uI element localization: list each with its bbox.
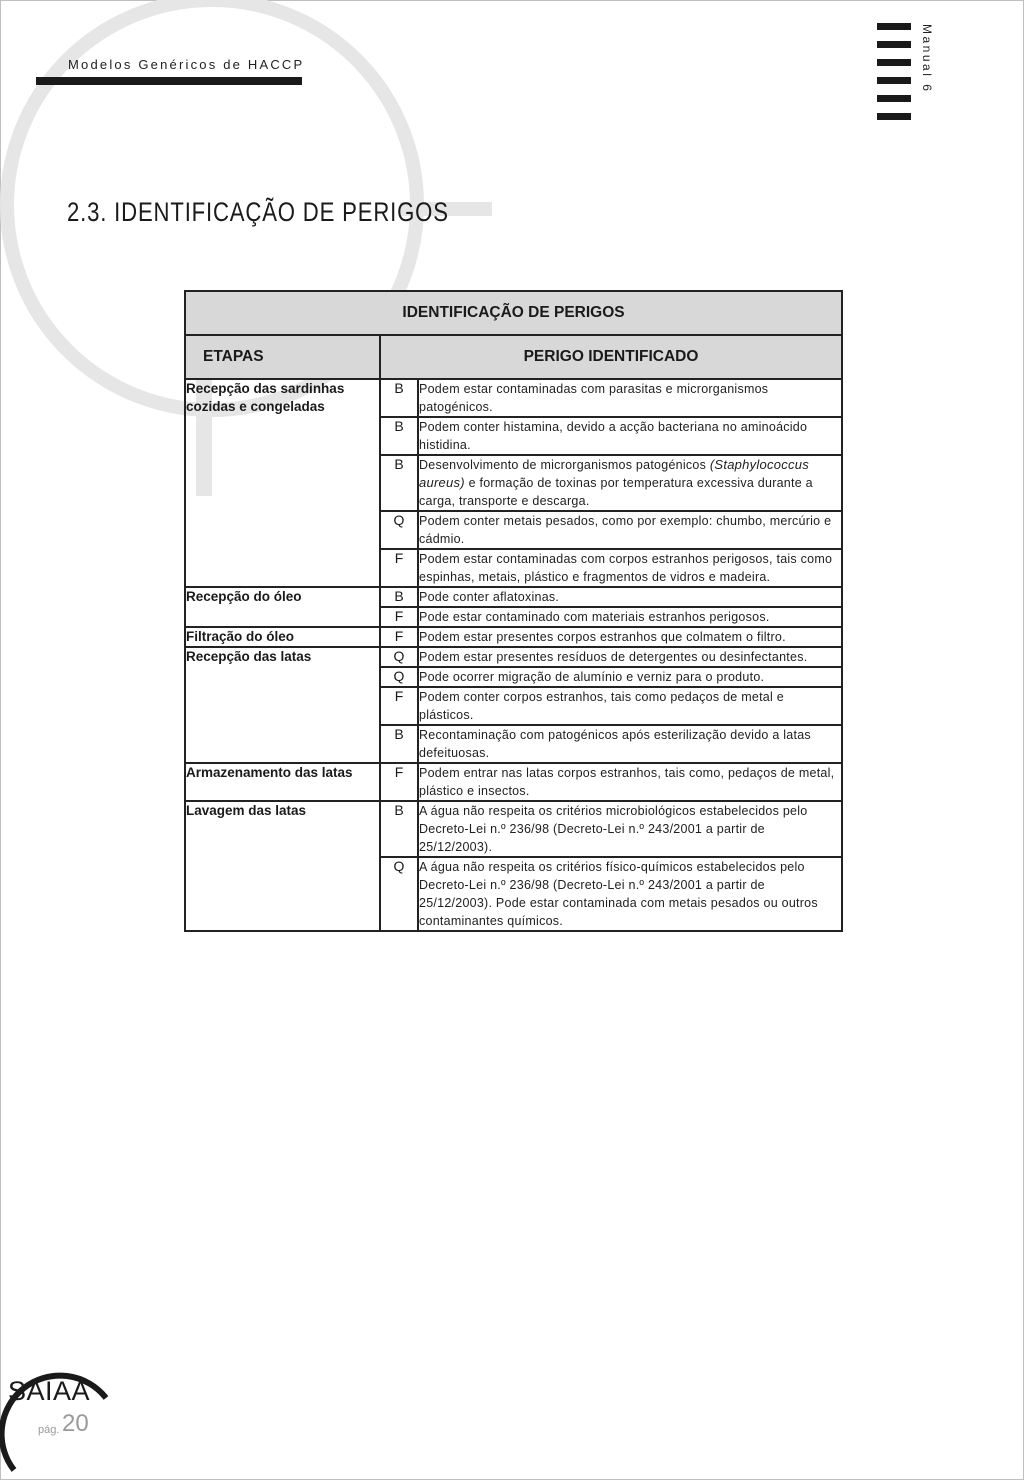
hazard-text-part: Desenvolvimento de microrganismos patogénicos — [419, 458, 707, 472]
saiaa-logo: SAIAA — [8, 1376, 91, 1406]
stage-cell: Lavagem das latas — [185, 801, 380, 931]
hazard-description: Pode ocorrer migração de alumínio e verniz para o produto. — [418, 667, 842, 687]
hazard-description: Recontaminação com patogénicos após esterilização devido a latas defeituosas. — [418, 725, 842, 763]
table-row — [185, 801, 842, 857]
hazard-type-code: B — [380, 455, 418, 511]
stage-cell: Armazenamento das latas — [185, 763, 380, 801]
hazard-type-code: F — [380, 607, 418, 627]
running-header: Modelos Genéricos de HACCP — [68, 57, 305, 72]
stage-cell: Recepção do óleo — [185, 587, 380, 627]
hazard-description: Podem estar presentes resíduos de detergentes ou desinfectantes. — [418, 647, 842, 667]
table-title: IDENTIFICAÇÃO DE PERIGOS — [185, 291, 842, 335]
hazard-description: Podem estar contaminadas com corpos estranhos perigosos, tais como espinhas, metais, plástico e fragmentos de vidros e madeira. — [418, 549, 842, 587]
header-rule — [36, 77, 302, 85]
table-row — [185, 627, 842, 647]
hazard-table — [184, 290, 843, 932]
hazard-type-code: Q — [380, 667, 418, 687]
hazard-type-code: F — [380, 627, 418, 647]
hazard-type-code: F — [380, 763, 418, 801]
hazard-description: Podem entrar nas latas corpos estranhos, tais como, pedaços de metal, plástico e insectos. — [418, 763, 842, 801]
hazard-type-code: Q — [380, 511, 418, 549]
hazard-description: A água não respeita os critérios físico-químicos estabelecidos pelo Decreto-Lei n.º 236/98 (Decreto-Lei n.º 243/2001 a partir de 25/12/2003). Pode estar contaminada com metais pesados ou outros contaminantes químicos. — [418, 857, 842, 931]
column-header-stages: ETAPAS — [185, 335, 380, 379]
table-row — [185, 647, 842, 667]
section-title: 2.3. IDENTIFICAÇÃO DE PERIGOS — [67, 197, 449, 227]
table-row — [185, 379, 842, 417]
hazard-description: Podem conter corpos estranhos, tais como pedaços de metal e plásticos. — [418, 687, 842, 725]
page-label: pág. — [38, 1424, 60, 1436]
hazard-type-code: Q — [380, 647, 418, 667]
stage-cell: Recepção das latas — [185, 647, 380, 763]
manual-bars-icon — [877, 23, 911, 131]
hazard-type-code: B — [380, 379, 418, 417]
hazard-description: Podem conter metais pesados, como por exemplo: chumbo, mercúrio e cádmio. — [418, 511, 842, 549]
column-header-hazard: PERIGO IDENTIFICADO — [380, 335, 842, 379]
hazard-description: Pode estar contaminado com materiais estranhos perigosos. — [418, 607, 842, 627]
hazard-type-code: B — [380, 801, 418, 857]
hazard-type-code: F — [380, 687, 418, 725]
hazard-type-code: F — [380, 549, 418, 587]
hazard-description: Pode conter aflatoxinas. — [418, 587, 842, 607]
hazard-description: Podem conter histamina, devido a acção bacteriana no aminoácido histidina. — [418, 417, 842, 455]
table-row — [185, 587, 842, 607]
hazard-text-part: e formação de toxinas por temperatura excessiva durante a carga, transporte e descarga. — [419, 476, 813, 508]
hazard-type-code: Q — [380, 857, 418, 931]
organism-name: (Staphylococcus aureus) — [419, 457, 809, 490]
table-body — [185, 379, 842, 931]
hazard-description: Podem estar presentes corpos estranhos que colmatem o filtro. — [418, 627, 842, 647]
table-row — [185, 763, 842, 801]
stage-cell: Recepção das sardinhas cozidas e congeladas — [185, 379, 380, 587]
hazard-type-code: B — [380, 725, 418, 763]
hazard-description: A água não respeita os critérios microbiológicos estabelecidos pelo Decreto-Lei n.º 236/98 (Decreto-Lei n.º 243/2001 a partir de 25/12/2003). — [418, 801, 842, 857]
hazard-type-code: B — [380, 587, 418, 607]
hazard-description — [418, 455, 842, 511]
hazard-type-code: B — [380, 417, 418, 455]
stage-cell: Filtração do óleo — [185, 627, 380, 647]
page-number: 20 — [62, 1410, 89, 1437]
hazard-description: Podem estar contaminadas com parasitas e microrganismos patogénicos. — [418, 379, 842, 417]
manual-label: Manual 6 — [920, 24, 934, 94]
